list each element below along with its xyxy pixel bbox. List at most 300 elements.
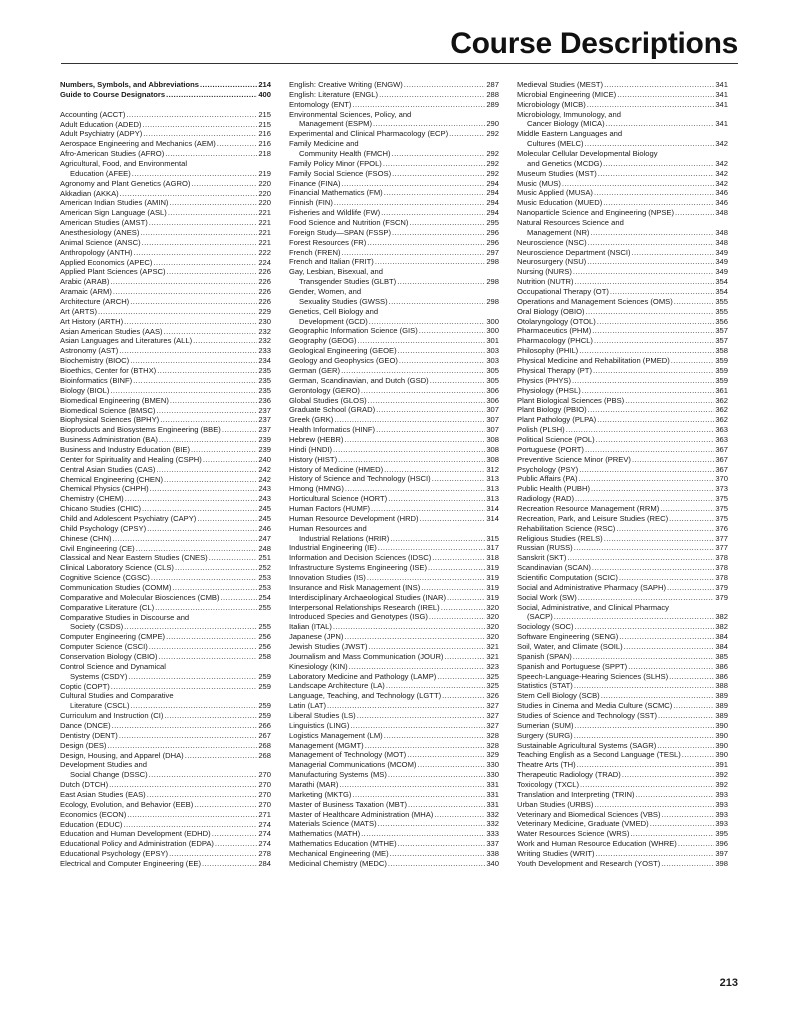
index-entry[interactable] <box>289 691 499 701</box>
index-entry[interactable] <box>60 317 271 327</box>
index-entry[interactable] <box>517 465 728 475</box>
index-entry[interactable] <box>289 366 499 376</box>
index-entry[interactable] <box>517 534 728 544</box>
entry-title: Asian American Studies (AAS) <box>60 326 163 336</box>
entry-title: Otolaryngology (OTOL) <box>517 316 596 326</box>
index-entry[interactable] <box>289 819 499 829</box>
index-entry[interactable] <box>289 425 499 435</box>
index-entry[interactable] <box>289 593 499 603</box>
index-entry[interactable] <box>289 760 499 770</box>
entry-page-number: 332 <box>486 819 499 829</box>
index-entry[interactable] <box>60 149 271 159</box>
dot-leader <box>575 721 715 731</box>
index-entry[interactable] <box>289 386 499 396</box>
index-entry[interactable] <box>517 770 728 780</box>
index-entry[interactable] <box>60 307 271 317</box>
index-entry[interactable] <box>289 90 499 100</box>
index-entry[interactable] <box>60 376 271 386</box>
index-entry[interactable] <box>289 514 499 524</box>
index-entry[interactable] <box>60 563 271 573</box>
entry-title: Laboratory Medicine and Pathology (LAMP) <box>289 671 437 681</box>
index-entry[interactable] <box>517 277 728 287</box>
index-entry[interactable] <box>60 346 271 356</box>
entry-page-number: 226 <box>258 277 271 287</box>
index-entry[interactable] <box>517 622 728 632</box>
index-entry[interactable] <box>517 790 728 800</box>
entry-title: Work and Human Resource Education (WHRE) <box>517 839 677 849</box>
index-entry[interactable] <box>517 642 728 652</box>
index-entry[interactable] <box>517 760 728 770</box>
entry-title: Finnish (FIN) <box>289 198 333 208</box>
entry-page-number: 314 <box>486 503 499 513</box>
index-entry[interactable] <box>289 80 499 90</box>
index-entry[interactable] <box>289 218 499 228</box>
index-entry[interactable] <box>60 90 271 100</box>
index-entry[interactable] <box>517 445 728 455</box>
index-entry[interactable] <box>517 563 728 573</box>
index-entry[interactable] <box>60 327 271 337</box>
index-entry[interactable] <box>60 120 271 130</box>
entry-page-number: 294 <box>486 188 499 198</box>
index-entry[interactable] <box>60 406 271 416</box>
dot-leader <box>375 257 486 267</box>
entry-page-number: 253 <box>258 582 271 592</box>
index-entry[interactable] <box>517 731 728 741</box>
index-entry[interactable] <box>60 129 271 139</box>
entry-page-number: 348 <box>715 227 728 237</box>
dot-leader <box>606 119 715 129</box>
index-entry[interactable] <box>60 632 271 642</box>
index-entry[interactable] <box>517 553 728 563</box>
index-entry[interactable] <box>60 110 271 120</box>
dot-leader <box>344 435 485 445</box>
index-entry[interactable] <box>289 790 499 800</box>
index-entry[interactable] <box>60 415 271 425</box>
index-entry[interactable] <box>60 672 271 682</box>
index-entry[interactable] <box>60 228 271 238</box>
index-entry[interactable] <box>60 810 271 820</box>
index-entry[interactable] <box>60 366 271 376</box>
entry-title: Hebrew (HEBR) <box>289 434 344 444</box>
index-entry[interactable] <box>289 465 499 475</box>
index-entry[interactable] <box>517 593 728 603</box>
index-entry[interactable] <box>60 267 271 277</box>
entry-page-number: 349 <box>715 257 728 267</box>
index-entry[interactable] <box>289 780 499 790</box>
entry-title: Therapeutic Radiology (TRAD) <box>517 770 621 780</box>
index-entry[interactable] <box>517 573 728 583</box>
index-entry[interactable] <box>60 800 271 810</box>
dot-leader <box>194 800 257 810</box>
index-entry[interactable] <box>289 494 499 504</box>
index-entry[interactable] <box>60 475 271 485</box>
index-entry[interactable] <box>517 297 728 307</box>
index-entry[interactable] <box>60 277 271 287</box>
index-entry[interactable] <box>289 484 499 494</box>
entry-title: Microbiology (MICB) <box>517 99 586 109</box>
index-entry[interactable] <box>60 396 271 406</box>
index-entry[interactable] <box>517 386 728 396</box>
index-entry[interactable] <box>517 405 728 415</box>
index-entry[interactable] <box>517 238 728 248</box>
entry-title: Scandinavian (SCAN) <box>517 563 591 573</box>
index-entry[interactable] <box>517 346 728 356</box>
index-entry[interactable] <box>289 435 499 445</box>
index-entry[interactable] <box>517 425 728 435</box>
index-entry[interactable] <box>517 652 728 662</box>
index-entry[interactable] <box>517 543 728 553</box>
index-entry[interactable] <box>60 652 271 662</box>
index-entry[interactable] <box>517 169 728 179</box>
index-entry[interactable] <box>517 179 728 189</box>
index-entry[interactable] <box>60 248 271 258</box>
index-entry[interactable] <box>517 356 728 366</box>
index-entry[interactable] <box>517 612 728 622</box>
index-entry[interactable] <box>60 218 271 228</box>
index-entry[interactable] <box>60 169 271 179</box>
entry-title: Music Education (MUED) <box>517 198 603 208</box>
index-entry[interactable] <box>60 297 271 307</box>
index-entry[interactable] <box>517 80 728 90</box>
index-entry[interactable] <box>289 149 499 159</box>
dot-leader <box>128 672 257 682</box>
index-entry[interactable] <box>60 593 271 603</box>
index-entry[interactable] <box>289 100 499 110</box>
index-entry[interactable] <box>60 829 271 839</box>
index-entry[interactable] <box>289 573 499 583</box>
dot-leader <box>361 386 485 396</box>
index-entry[interactable] <box>517 701 728 711</box>
index-entry[interactable] <box>289 534 499 544</box>
entry-page-number: 314 <box>486 513 499 523</box>
index-entry[interactable] <box>517 780 728 790</box>
index-entry[interactable] <box>289 159 499 169</box>
index-entry[interactable] <box>289 396 499 406</box>
entry-title: Gerontology (GERO) <box>289 385 360 395</box>
index-entry[interactable] <box>289 504 499 514</box>
index-entry[interactable] <box>60 494 271 504</box>
index-entry[interactable] <box>60 731 271 741</box>
index-entry[interactable] <box>289 317 499 327</box>
index-entry[interactable] <box>289 750 499 760</box>
entry-page-number: 337 <box>486 839 499 849</box>
index-entry[interactable] <box>517 632 728 642</box>
index-entry[interactable] <box>289 179 499 189</box>
index-entry[interactable] <box>517 750 728 760</box>
index-entry[interactable] <box>60 238 271 248</box>
index-entry[interactable] <box>517 681 728 691</box>
dot-leader <box>574 543 715 553</box>
index-entry[interactable] <box>60 198 271 208</box>
index-entry[interactable] <box>60 721 271 731</box>
index-entry[interactable] <box>289 701 499 711</box>
entry-title: Central Asian Studies (CAS) <box>60 464 156 474</box>
entry-page-number: 239 <box>258 435 271 445</box>
dot-leader <box>573 267 714 277</box>
dot-leader <box>574 731 715 741</box>
index-entry[interactable] <box>517 514 728 524</box>
dot-leader <box>197 514 257 524</box>
index-entry[interactable] <box>289 652 499 662</box>
index-entry[interactable] <box>289 188 499 198</box>
index-entry[interactable] <box>517 859 728 869</box>
index-entry[interactable] <box>517 119 728 129</box>
index-entry[interactable] <box>517 810 728 820</box>
entry-title: Software Engineering (SENG) <box>517 632 619 642</box>
index-entry[interactable] <box>517 198 728 208</box>
index-entry[interactable] <box>517 257 728 267</box>
index-entry[interactable] <box>289 770 499 780</box>
entry-title: Rehabilitation Science (RSC) <box>517 523 616 533</box>
index-entry[interactable] <box>517 100 728 110</box>
index-entry[interactable] <box>60 751 271 761</box>
index-entry[interactable] <box>517 376 728 386</box>
index-entry[interactable] <box>289 563 499 573</box>
index-entry[interactable] <box>517 583 728 593</box>
index-entry[interactable] <box>289 642 499 652</box>
index-entry[interactable] <box>60 544 271 554</box>
entry-page-number: 230 <box>258 316 271 326</box>
index-entry[interactable] <box>60 445 271 455</box>
index-entry[interactable] <box>517 396 728 406</box>
index-entry[interactable] <box>517 366 728 376</box>
index-entry[interactable] <box>289 672 499 682</box>
index-entry[interactable] <box>517 672 728 682</box>
index-entry[interactable] <box>517 267 728 277</box>
dot-leader <box>175 563 257 573</box>
index-entry[interactable] <box>517 800 728 810</box>
entry-page-number: 308 <box>486 434 499 444</box>
entry-title: Plant Pathology (PLPA) <box>517 415 597 425</box>
entry-title: Music (MUS) <box>517 178 561 188</box>
index-entry[interactable] <box>289 297 499 307</box>
entry-title: Environmental Sciences, Policy, and <box>289 109 412 119</box>
entry-title: Aramaic (ARM) <box>60 287 112 297</box>
entry-page-number: 323 <box>486 661 499 671</box>
index-entry[interactable] <box>60 179 271 189</box>
index-entry[interactable] <box>289 553 499 563</box>
index-entry[interactable] <box>60 80 271 90</box>
index-entry[interactable] <box>517 159 728 169</box>
index-entry[interactable] <box>289 208 499 218</box>
index-entry[interactable] <box>60 484 271 494</box>
index-entry[interactable] <box>60 603 271 613</box>
index-entry[interactable] <box>517 228 728 238</box>
entry-page-number: 278 <box>258 849 271 859</box>
index-entry[interactable] <box>517 711 728 721</box>
index-entry[interactable] <box>517 494 728 504</box>
index-entry[interactable] <box>60 622 271 632</box>
dot-leader <box>593 366 714 376</box>
index-entry[interactable] <box>60 465 271 475</box>
index-entry[interactable] <box>60 425 271 435</box>
entry-title: French and Italian (FRIT) <box>289 257 374 267</box>
index-entry[interactable] <box>289 603 499 613</box>
index-entry[interactable] <box>60 386 271 396</box>
index-entry[interactable] <box>289 543 499 553</box>
index-entry[interactable] <box>289 277 499 287</box>
index-entry[interactable] <box>289 721 499 731</box>
index-entry[interactable] <box>289 583 499 593</box>
dot-leader <box>126 110 257 120</box>
dot-leader <box>390 849 486 859</box>
index-entry[interactable] <box>289 238 499 248</box>
index-entry[interactable] <box>60 859 271 869</box>
index-entry[interactable] <box>517 139 728 149</box>
entry-page-number: 378 <box>715 572 728 582</box>
index-entry[interactable] <box>60 189 271 199</box>
index-entry[interactable] <box>517 474 728 484</box>
index-entry[interactable] <box>517 90 728 100</box>
index-entry[interactable] <box>60 287 271 297</box>
index-entry[interactable] <box>60 139 271 149</box>
index-entry[interactable] <box>60 336 271 346</box>
entry-title: Physiology (PHSL) <box>517 385 581 395</box>
index-entry[interactable] <box>517 662 728 672</box>
entry-page-number: 313 <box>486 494 499 504</box>
index-entry[interactable] <box>517 829 728 839</box>
entry-title: Guide to Course Designators <box>60 89 166 99</box>
index-entry[interactable] <box>289 257 499 267</box>
dot-leader <box>193 336 257 346</box>
index-entry[interactable] <box>60 682 271 692</box>
index-entry[interactable] <box>60 435 271 445</box>
index-entry[interactable] <box>289 326 499 336</box>
entry-page-number: 307 <box>486 405 499 415</box>
index-entry[interactable] <box>60 820 271 830</box>
index-entry[interactable] <box>517 336 728 346</box>
index-entry[interactable] <box>517 819 728 829</box>
index-entry[interactable] <box>60 208 271 218</box>
entry-title: Family Social Science (FSOS) <box>289 168 392 178</box>
index-entry[interactable] <box>517 524 728 534</box>
index-entry[interactable] <box>289 612 499 622</box>
index-entry[interactable] <box>289 632 499 642</box>
index-entry[interactable] <box>60 839 271 849</box>
index-entry[interactable] <box>289 829 499 839</box>
entry-page-number: 315 <box>486 533 499 543</box>
index-entry[interactable] <box>289 405 499 415</box>
index-entry[interactable] <box>289 228 499 238</box>
index-entry[interactable] <box>517 188 728 198</box>
index-entry[interactable] <box>517 326 728 336</box>
entry-title: Classical and Near Eastern Studies (CNES) <box>60 553 208 563</box>
index-entry[interactable] <box>289 711 499 721</box>
index-entry[interactable] <box>289 415 499 425</box>
index-entry[interactable] <box>60 524 271 534</box>
index-entry[interactable] <box>289 198 499 208</box>
index-entry[interactable] <box>60 504 271 514</box>
index-entry[interactable] <box>289 622 499 632</box>
index-entry[interactable] <box>517 504 728 514</box>
index-entry[interactable] <box>60 849 271 859</box>
index-entry[interactable] <box>289 336 499 346</box>
index-entry[interactable] <box>289 119 499 129</box>
index-entry[interactable] <box>289 346 499 356</box>
index-entry[interactable] <box>60 741 271 751</box>
index-entry[interactable] <box>289 129 499 139</box>
index-entry[interactable] <box>60 642 271 652</box>
entry-page-number: 331 <box>486 799 499 809</box>
entry-page-number: 290 <box>486 119 499 129</box>
entry-page-number: 396 <box>715 839 728 849</box>
index-entry[interactable] <box>289 474 499 484</box>
index-entry[interactable] <box>60 711 271 721</box>
index-entry[interactable] <box>289 248 499 258</box>
index-entry[interactable] <box>60 356 271 366</box>
index-entry[interactable] <box>60 553 271 563</box>
index-entry[interactable] <box>60 583 271 593</box>
index-entry[interactable] <box>289 445 499 455</box>
index-entry[interactable] <box>60 514 271 524</box>
index-entry[interactable] <box>517 287 728 297</box>
dot-leader <box>437 672 485 682</box>
index-entry[interactable] <box>60 780 271 790</box>
index-entry[interactable] <box>517 741 728 751</box>
index-entry[interactable] <box>60 258 271 268</box>
entry-title: Mathematics Education (MTHE) <box>289 839 397 849</box>
index-entry[interactable] <box>289 169 499 179</box>
index-entry[interactable] <box>517 317 728 327</box>
index-entry[interactable] <box>289 376 499 386</box>
entry-title: Hmong (HMNG) <box>289 484 344 494</box>
index-entry[interactable] <box>289 455 499 465</box>
index-entry[interactable] <box>517 721 728 731</box>
entry-title: Recreation Resource Management (RRM) <box>517 503 660 513</box>
index-entry[interactable] <box>517 455 728 465</box>
index-entry[interactable] <box>289 681 499 691</box>
index-entry[interactable] <box>517 435 728 445</box>
index-entry[interactable] <box>517 849 728 859</box>
index-entry[interactable] <box>60 790 271 800</box>
index-entry[interactable] <box>289 849 499 859</box>
dot-leader <box>562 179 714 189</box>
dot-leader <box>585 139 715 149</box>
entry-page-number: 382 <box>715 612 728 622</box>
entry-title: Public Health (PUBH) <box>517 484 591 494</box>
index-entry[interactable] <box>60 573 271 583</box>
entry-title: Management (NR) <box>527 227 590 237</box>
index-entry[interactable] <box>517 839 728 849</box>
entry-title: Microbial Engineering (MICE) <box>517 89 617 99</box>
index-entry[interactable] <box>517 415 728 425</box>
index-entry[interactable] <box>517 208 728 218</box>
entry-title: Russian (RUSS) <box>517 543 573 553</box>
index-entry[interactable] <box>289 741 499 751</box>
dot-leader <box>169 849 257 859</box>
index-entry[interactable] <box>289 839 499 849</box>
index-entry[interactable] <box>289 662 499 672</box>
index-entry[interactable] <box>289 356 499 366</box>
index-entry[interactable] <box>289 800 499 810</box>
index-entry[interactable] <box>60 455 271 465</box>
entry-title: Managerial Communications (MCOM) <box>289 760 417 770</box>
index-entry[interactable] <box>517 307 728 317</box>
index-entry[interactable] <box>517 484 728 494</box>
dot-leader <box>624 642 715 652</box>
index-entry[interactable] <box>517 248 728 258</box>
index-entry[interactable] <box>517 691 728 701</box>
entry-title: Urban Studies (URBS) <box>517 799 594 809</box>
index-entry[interactable] <box>289 859 499 869</box>
index-entry[interactable] <box>60 770 271 780</box>
index-entry[interactable] <box>289 731 499 741</box>
index-entry[interactable] <box>60 534 271 544</box>
entry-page-number: 254 <box>258 592 271 602</box>
index-entry[interactable] <box>289 810 499 820</box>
dot-leader <box>432 553 485 563</box>
index-entry[interactable] <box>60 701 271 711</box>
